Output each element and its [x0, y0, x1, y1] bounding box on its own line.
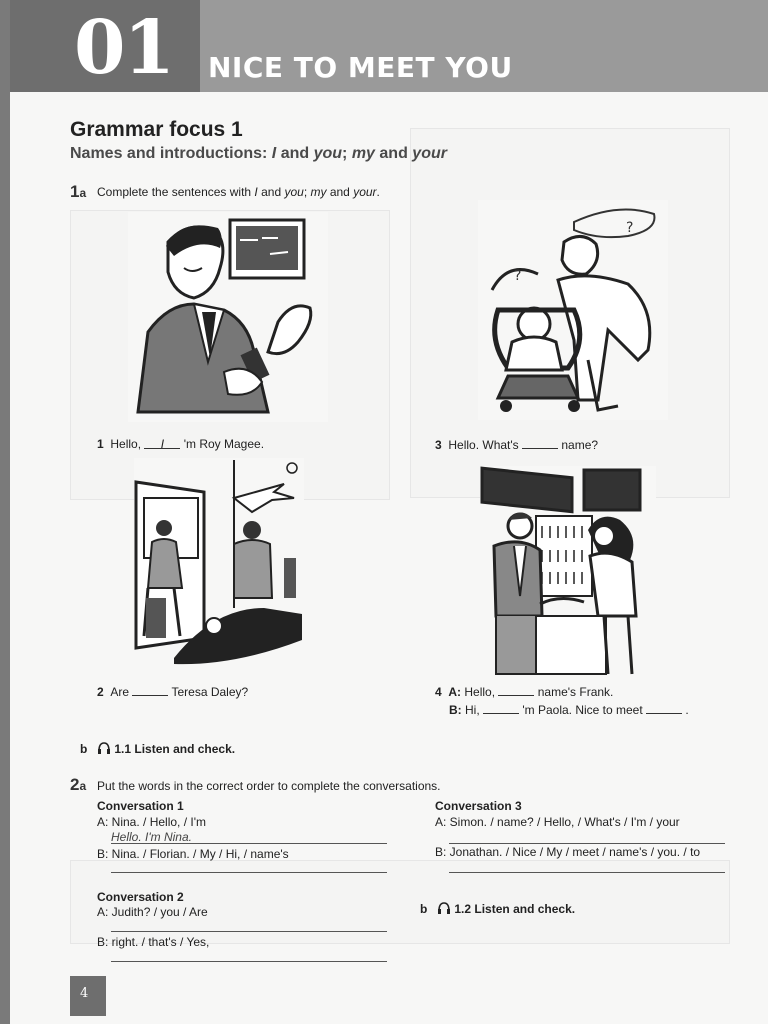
headphones-icon[interactable]: [437, 902, 451, 914]
exercise-1a-instruction: Complete the sentences with I and you; my and your.: [97, 185, 380, 199]
conversation-3-b-answer-line[interactable]: [449, 872, 725, 873]
conversation-1-a-answer: Hello. I'm Nina.: [111, 830, 192, 844]
conversation-3-a: A: Simon. / name? / Hello, / What's / I'm / your: [435, 815, 680, 829]
exercise-2b: b 1.2 Listen and check.: [420, 902, 576, 916]
unit-number: 01: [74, 5, 173, 91]
section-subtitle: Names and introductions: I and you; my and your: [70, 145, 447, 162]
conversation-3-a-answer-line[interactable]: [449, 843, 725, 844]
conversation-1-b: B: Nina. / Florian. / My / Hi, / name's: [97, 847, 289, 861]
illustration-bar-introduction: [480, 466, 656, 678]
exercise-2a-number: 2a: [70, 775, 87, 794]
item-3: 3 Hello. What's name?: [435, 438, 599, 452]
illustration-airport-meeting: [134, 458, 304, 668]
conversation-1-a: A: Nina. / Hello, / I'm: [97, 815, 206, 829]
item-4b-blank-2[interactable]: [646, 702, 682, 714]
illustration-man-with-baby-walker: [478, 200, 668, 420]
section-title: Grammar focus 1: [70, 118, 243, 141]
conversation-2-b-answer-line[interactable]: [111, 961, 387, 962]
conversation-2-title: Conversation 2: [97, 890, 184, 904]
conversation-2-a: A: Judith? / you / Are: [97, 905, 208, 919]
svg-text:?: ?: [626, 220, 634, 236]
conversation-3-title: Conversation 3: [435, 799, 522, 813]
page-number: 4: [70, 976, 106, 1016]
item-3-blank[interactable]: [522, 437, 558, 449]
item-2-blank[interactable]: [132, 684, 168, 696]
conversation-1-title: Conversation 1: [97, 799, 184, 813]
item-4-line-b: B: Hi, 'm Paola. Nice to meet .: [449, 703, 689, 717]
exercise-1b: b 1.1 Listen and check.: [80, 742, 236, 756]
conversation-1-a-answer-line[interactable]: [111, 843, 387, 844]
item-2: 2 Are Teresa Daley?: [97, 685, 249, 699]
unit-title: NICE TO MEET YOU: [208, 51, 513, 84]
item-1-blank[interactable]: I: [144, 437, 180, 449]
conversation-2-b: B: right. / that's / Yes,: [97, 935, 210, 949]
conversation-1-b-answer-line[interactable]: [111, 872, 387, 873]
item-4b-blank-1[interactable]: [483, 702, 519, 714]
workbook-page: [10, 0, 768, 1024]
item-4-line-a: 4 A: Hello, name's Frank.: [435, 685, 614, 699]
item-1: 1 Hello, I 'm Roy Magee.: [97, 437, 265, 451]
exercise-2a-instruction: Put the words in the correct order to complete the conversations.: [97, 779, 441, 793]
conversation-3-b: B: Jonathan. / Nice / My / meet / name's / you. / to: [435, 845, 701, 859]
item-4a-blank[interactable]: [498, 684, 534, 696]
headphones-icon[interactable]: [97, 742, 111, 754]
conversation-2-a-answer-line[interactable]: [111, 931, 387, 932]
illustration-presenter-with-microphone: [128, 212, 328, 422]
svg-text:?: ?: [514, 268, 522, 284]
exercise-1a-number: 1a: [70, 182, 87, 201]
